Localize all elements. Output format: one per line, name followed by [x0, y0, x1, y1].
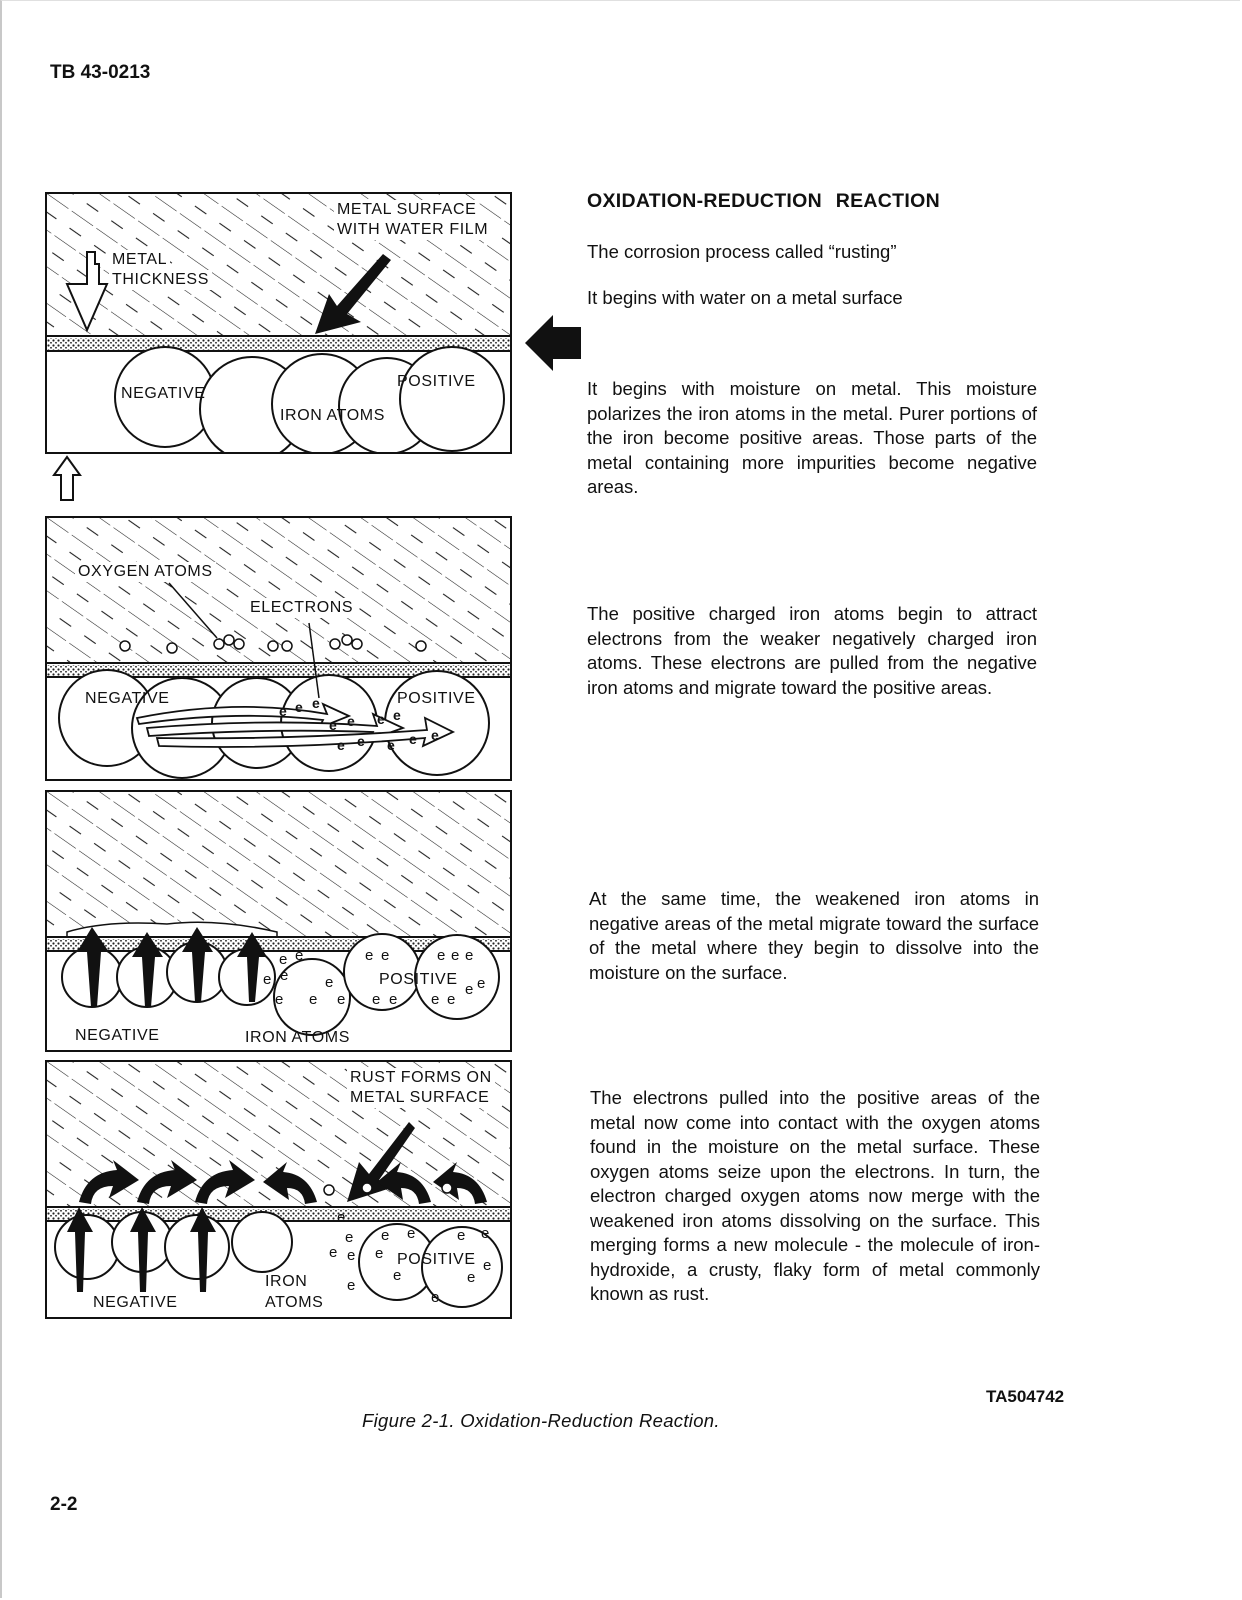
- svg-text:e: e: [381, 1227, 390, 1244]
- label-negative: NEGATIVE: [75, 1027, 160, 1044]
- label-positive: POSITIVE: [397, 1251, 476, 1268]
- label-atoms: ATOMS: [265, 1294, 324, 1311]
- pointer-arrow-icon: [525, 313, 585, 373]
- svg-text:e: e: [337, 991, 346, 1008]
- page-number: 2-2: [50, 1494, 78, 1515]
- label-rust-forms: RUST FORMS ON: [347, 1068, 495, 1088]
- svg-text:e: e: [431, 1289, 440, 1306]
- svg-text:e: e: [279, 951, 288, 968]
- label-negative: NEGATIVE: [121, 385, 206, 402]
- figure-panel-2: [45, 516, 512, 781]
- panel-3-drawing: [47, 792, 510, 1050]
- svg-text:e: e: [345, 1229, 354, 1246]
- label-negative: NEGATIVE: [85, 690, 170, 707]
- section-heading: OXIDATION-REDUCTION REACTION: [587, 190, 940, 212]
- svg-text:e: e: [347, 1277, 356, 1294]
- svg-text:e: e: [377, 711, 385, 727]
- svg-text:e: e: [329, 717, 337, 733]
- label-iron-atoms: IRON ATOMS: [245, 1029, 350, 1046]
- svg-text:e: e: [409, 731, 417, 747]
- label-iron-atoms: IRON ATOMS: [280, 407, 385, 424]
- paragraph-4: The electrons pulled into the positive areas of the metal now come into contact with the oxygen atoms found in the moisture on the metal surface. These oxygen atoms seize upon the electrons. In turn, the electron charged oxygen atoms now merge with the weakened iron atoms dissolving on the surface. This merging forms a new molecule - the molecule of iron-hydroxide, a crusty, flaky form of metal commonly known as rust.: [590, 1087, 1040, 1304]
- svg-text:e: e: [457, 1227, 466, 1244]
- svg-text:e: e: [431, 727, 439, 743]
- label-metal: METAL: [109, 250, 170, 270]
- svg-text:e: e: [279, 703, 287, 719]
- figure-caption: Figure 2-1. Oxidation-Reduction Reaction.: [362, 1410, 720, 1431]
- svg-text:e: e: [329, 1244, 338, 1261]
- intro-line-1: The corrosion process called “rusting”: [587, 241, 897, 262]
- svg-text:e: e: [375, 1245, 384, 1262]
- label-metal-surface: METAL SURFACE: [347, 1088, 492, 1108]
- label-positive: POSITIVE: [397, 373, 476, 390]
- figure-reference-number: TA504742: [986, 1387, 1065, 1406]
- svg-text:e: e: [275, 991, 284, 1008]
- figure-panel-4: [45, 1060, 512, 1319]
- label-metal-surface: METAL SURFACE: [334, 200, 479, 220]
- panel-2-drawing: [47, 518, 510, 779]
- svg-text:e: e: [389, 991, 398, 1008]
- svg-text:e: e: [437, 947, 446, 964]
- label-oxygen-atoms: OXYGEN ATOMS: [75, 562, 216, 582]
- svg-text:e: e: [347, 1247, 356, 1264]
- label-iron: IRON: [265, 1273, 308, 1290]
- svg-text:e: e: [451, 947, 460, 964]
- svg-text:e: e: [467, 1269, 476, 1286]
- svg-text:e: e: [337, 1209, 346, 1226]
- svg-text:e: e: [347, 713, 355, 729]
- svg-text:e: e: [477, 975, 486, 992]
- svg-text:e: e: [465, 981, 474, 998]
- document-number: TB 43-0213: [50, 62, 151, 83]
- svg-text:e: e: [337, 737, 345, 753]
- svg-text:e: e: [381, 947, 390, 964]
- svg-text:e: e: [325, 974, 334, 991]
- paragraph-3: At the same time, the weakened iron atoms in negative areas of the metal migrate toward the surface of the metal where they begin to dissolve into the moisture on the surface.: [589, 888, 1039, 983]
- svg-text:e: e: [431, 991, 440, 1008]
- svg-text:e: e: [481, 1225, 490, 1242]
- svg-text:e: e: [407, 1225, 416, 1242]
- label-positive: POSITIVE: [397, 690, 476, 707]
- svg-text:e: e: [309, 991, 318, 1008]
- paragraph-1: It begins with moisture on metal. This moisture polarizes the iron atoms in the metal. Purer portions of the iron become positive areas. Those parts of the metal containing more impurities become negative areas.: [587, 378, 1037, 497]
- svg-text:e: e: [465, 947, 474, 964]
- svg-text:e: e: [280, 967, 289, 984]
- label-positive: POSITIVE: [379, 971, 458, 988]
- svg-text:e: e: [357, 733, 365, 749]
- svg-text:e: e: [263, 971, 272, 988]
- svg-text:e: e: [372, 991, 381, 1008]
- svg-text:e: e: [483, 1257, 492, 1274]
- label-thickness: THICKNESS: [109, 270, 212, 290]
- svg-text:e: e: [387, 737, 395, 753]
- svg-text:e: e: [295, 947, 304, 964]
- intro-line-2: It begins with water on a metal surface: [587, 287, 903, 308]
- svg-text:e: e: [365, 947, 374, 964]
- svg-text:e: e: [447, 991, 456, 1008]
- svg-text:e: e: [393, 1267, 402, 1284]
- label-electrons: ELECTRONS: [247, 598, 356, 618]
- label-negative: NEGATIVE: [93, 1294, 178, 1311]
- svg-text:e: e: [393, 707, 401, 723]
- figure-panel-1: [45, 192, 512, 454]
- figure-panel-3: [45, 790, 512, 1052]
- svg-text:e: e: [312, 695, 320, 711]
- up-arrow-icon: [52, 455, 82, 503]
- label-water-film: WITH WATER FILM: [334, 220, 491, 240]
- paragraph-2: The positive charged iron atoms begin to attract electrons from the weaker negatively charged iron atoms. These electrons are pulled from the negative iron atoms and migrate toward the positive areas.: [587, 603, 1037, 698]
- svg-text:e: e: [295, 699, 303, 715]
